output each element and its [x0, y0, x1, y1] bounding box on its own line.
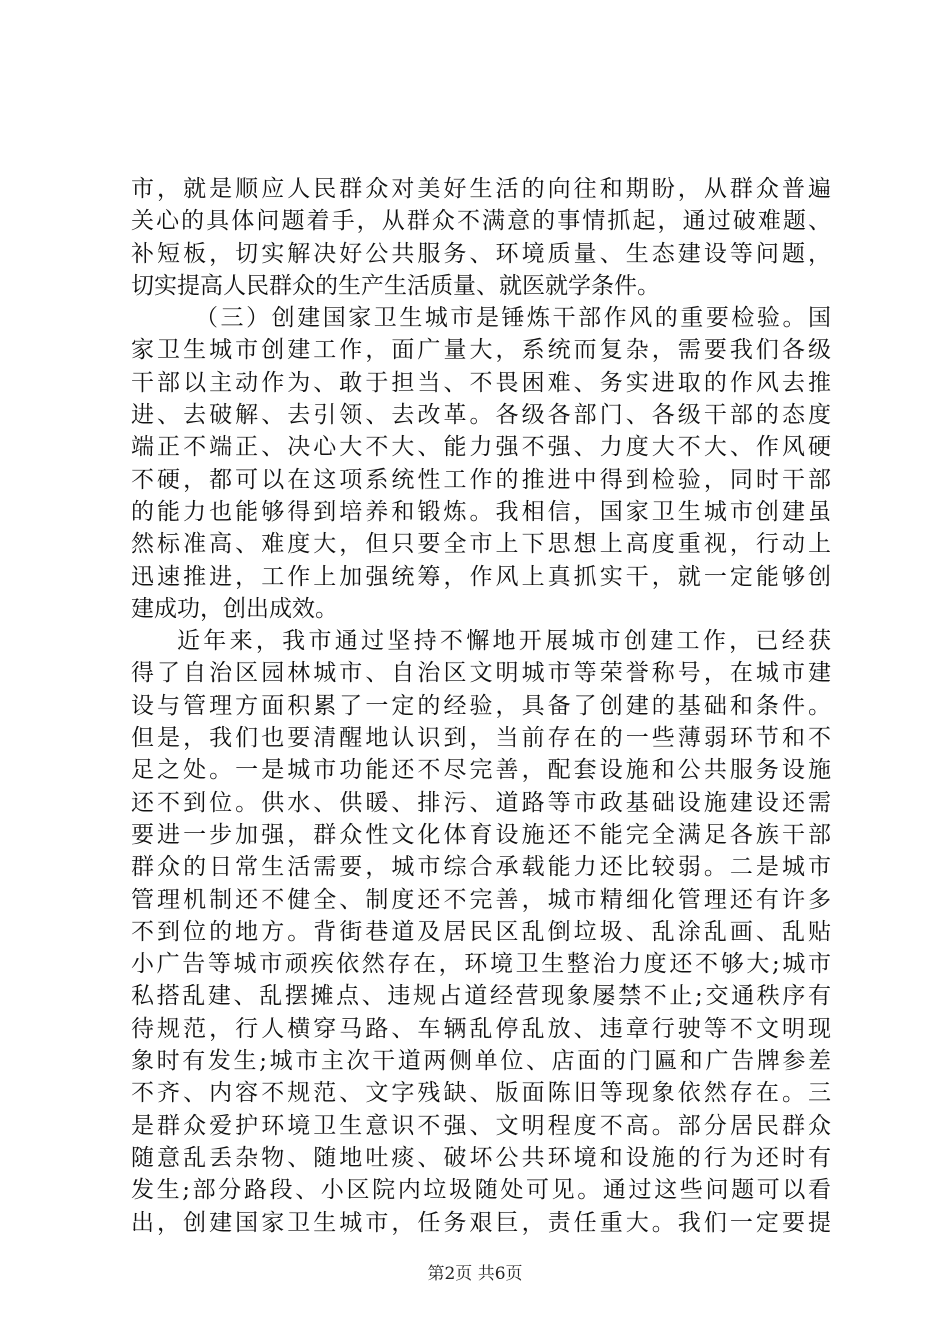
text-line: 管理机制还不健全、制度还不完善，城市精细化管理还有许多: [131, 886, 831, 913]
text-line: 迅速推进，工作上加强统筹，作风上真抓实干，就一定能够创: [131, 563, 831, 590]
text-line: 干部以主动作为、敢于担当、不畏困难、务实进取的作风去推: [131, 369, 831, 396]
text-line: 得了自治区园林城市、自治区文明城市等荣誉称号，在城市建: [131, 660, 831, 687]
text-line: 不齐、内容不规范、文字残缺、版面陈旧等现象依然存在。三: [131, 1080, 831, 1107]
text-line: 不硬，都可以在这项系统性工作的推进中得到检验，同时干部: [131, 466, 831, 493]
text-line: 要进一步加强，群众性文化体育设施还不能完全满足各族干部: [131, 821, 831, 848]
text-line: 设与管理方面积累了一定的经验，具备了创建的基础和条件。: [131, 692, 831, 719]
text-line: 是群众爱护环境卫生意识不强、文明程度不高。部分居民群众: [131, 1112, 831, 1139]
text-line: 待规范，行人横穿马路、车辆乱停乱放、违章行驶等不文明现: [131, 1015, 831, 1042]
paragraph-start-line: 近年来，我市通过坚持不懈地开展城市创建工作，已经获: [177, 628, 831, 655]
text-line: 切实提高人民群众的生产生活质量、就医就学条件。: [131, 272, 660, 299]
text-line: 象时有发生;城市主次干道两侧单位、店面的门匾和广告牌参差: [131, 1048, 831, 1075]
text-line: 补短板，切实解决好公共服务、环境质量、生态建设等问题，: [131, 240, 831, 267]
text-line: 随意乱丢杂物、随地吐痰、破坏公共环境和设施的行为还时有: [131, 1144, 831, 1171]
text-line: 建成功，创出成效。: [131, 595, 338, 622]
text-line: 足之处。一是城市功能还不尽完善，配套设施和公共服务设施: [131, 757, 831, 784]
text-line: 还不到位。供水、供暖、排污、道路等市政基础设施建设还需: [131, 789, 831, 816]
text-line: 群众的日常生活需要，城市综合承载能力还比较弱。二是城市: [131, 854, 831, 881]
text-line: 市，就是顺应人民群众对美好生活的向往和期盼，从群众普遍: [131, 176, 831, 202]
text-line: 进、去破解、去引领、去改革。各级各部门、各级干部的态度: [131, 402, 831, 429]
text-line: 关心的具体问题着手，从群众不满意的事情抓起，通过破难题、: [131, 208, 831, 235]
text-line: 端正不端正、决心大不大、能力强不强、力度大不大、作风硬: [131, 434, 831, 461]
body-text: [131, 173, 831, 1239]
text-line: 私搭乱建、乱摆摊点、违规占道经营现象屡禁不止;交通秩序有: [131, 983, 831, 1010]
text-line: 然标准高、难度大，但只要全市上下思想上高度重视，行动上: [131, 531, 831, 558]
text-line: 发生;部分路段、小区院内垃圾随处可见。通过这些问题可以看: [131, 1177, 831, 1204]
page-number-footer: 第2页 共6页: [427, 1264, 523, 1284]
text-line: 的能力也能够得到培养和锻炼。我相信，国家卫生城市创建虽: [131, 498, 831, 525]
text-line: 家卫生城市创建工作，面广量大，系统而复杂，需要我们各级: [131, 337, 831, 364]
text-line: 小广告等城市顽疾依然存在，环境卫生整治力度还不够大;城市: [131, 951, 831, 978]
text-line: 出，创建国家卫生城市，任务艰巨，责任重大。我们一定要提: [131, 1209, 831, 1236]
text-line: 不到位的地方。背街巷道及居民区乱倒垃圾、乱涂乱画、乱贴: [131, 918, 831, 945]
section-heading-line: （三）创建国家卫生城市是锤炼干部作风的重要检验。国: [195, 305, 831, 332]
text-line: 但是，我们也要清醒地认识到，当前存在的一些薄弱环节和不: [131, 725, 831, 752]
